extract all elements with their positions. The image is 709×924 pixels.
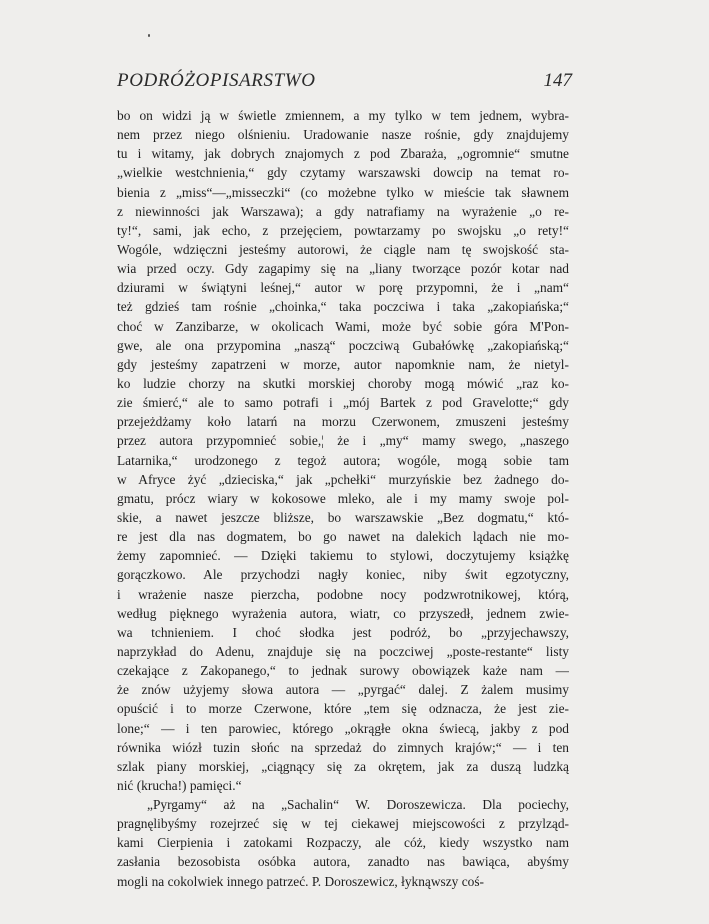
text-line: skie, a nawet jeszcze bliższe, bo warszawskie „Bez dogmatu,“ któ- bbox=[117, 509, 569, 525]
text-line: według pięknego wyrażenia autora, wiatr, co przyszedł, jednem zwie- bbox=[117, 605, 569, 621]
text-line: ko ludzie chorzy na skutki morskiej choroby mogą mówić „raz ko- bbox=[117, 375, 569, 391]
text-line: szlak piany morskiej, „ciągnący się za okrętem, jak za duszą ludzką bbox=[117, 758, 569, 774]
text-line: choć w Zanzibarze, w okolicach Wami, może być sobie góra M'Pon- bbox=[117, 318, 569, 334]
text-line: bo on widzi ją w świetle zmiennem, a my tylko w tem jednem, wybra- bbox=[117, 108, 569, 123]
text-line: wia przed oczy. Gdy zagapimy się na „liany tworzące pozór kotar nad bbox=[117, 261, 569, 277]
text-line: dziurami w świątyni leśnej,“ autor w porę przypomni, że i „nam“ bbox=[117, 280, 569, 296]
text-line: Wogóle, wdzięczni jesteśmy autorowi, że ciągle nam tę swojskość sta- bbox=[117, 241, 569, 257]
text-line: naprzykład do Adenu, znajduje się na poczciwej „poste-restante“ listy bbox=[117, 643, 569, 659]
text-line: Latarnika,“ urodzonego z tegoż autora; wogóle, mogą sobie tam bbox=[117, 452, 569, 468]
text-line: re jest dla nas dogmatem, bo go nawet na dalekich lądach nie mo- bbox=[117, 529, 569, 545]
text-line: „wielkie westchnienia,“ gdy czytamy warszawski dowcip na temat ro- bbox=[117, 165, 569, 181]
text-line: też gdzieś tam rośnie „choinka,“ taka poczciwa i taka „zakopiańska;“ bbox=[117, 299, 569, 315]
text-line: opuścić i to morze Czerwone, które „tem się odznacza, że jest zie- bbox=[117, 701, 569, 717]
text-line: z niewinności jak Warszawa); a gdy natrafiamy na wyrażenie „o re- bbox=[117, 203, 569, 219]
text-line: gwe, ale ona przypomina „naszą“ poczciwą Gubałówkę „zakopiańską;“ bbox=[117, 337, 569, 353]
text-line: zie śmierć,“ ale to samo potrafi i „mój Bartek z pod Gravelotte;“ gdy bbox=[117, 395, 569, 411]
text-line: w Afryce żyć „dzieciska,“ jak „pchełki“ murzyńskie bez żadnego do- bbox=[117, 471, 569, 487]
text-line: mogli na cokolwiek innego patrzeć. P. Doroszewicz, łyknąwszy coś- bbox=[117, 873, 485, 889]
text-line: gorączkowo. Ale przychodzi nagły koniec, niby świt egzotyczny, bbox=[117, 567, 569, 583]
text-line: czekające z Zakopanego,“ to jednak surowy obowiązek każe nam — bbox=[117, 663, 569, 679]
text-line: „Pyrgamy“ aż na „Sachalin“ W. Doroszewicza. Dla pociechy, bbox=[147, 797, 569, 813]
text-line: zasłania bezosobista osóbka autora, zanadto nas bawiąca, abyśmy bbox=[117, 854, 569, 870]
text-line: tu i witamy, jak dobrych znajomych z pod Zbaraża, „ogromnie“ smutne bbox=[117, 146, 569, 162]
running-title: PODRÓŻOPISARSTWO bbox=[117, 70, 316, 91]
text-line: równika wiózł tuzin słońc na sprzedaż do zimnych krajów;“ — i ten bbox=[117, 739, 569, 755]
text-line: ty!“, sami, jak echo, z przejęciem, powtarzamy po swojsku „o rety!“ bbox=[117, 222, 569, 238]
text-line: przejeżdżamy koło latarń na morzu Czerwonem, zmuszeni jesteśmy bbox=[117, 414, 569, 430]
text-line: nem przez niego olśnieniu. Uradowanie nasze rośnie, gdy znajdujemy bbox=[117, 127, 569, 143]
text-line: żemy zapomnieć. — Dzięki takiemu to stylowi, doczytujemy książkę bbox=[117, 548, 569, 564]
text-line: gdy jesteśmy zapatrzeni w morze, autor napomknie nam, że nietyl- bbox=[117, 356, 569, 372]
text-line: wa tchnieniem. I choć słodka jest podróż, bo „przyjechawszy, bbox=[117, 624, 569, 640]
running-header bbox=[117, 70, 572, 96]
text-line: gmatu, prócz wiary w kokosowe mleko, ale i my mamy swoje pol- bbox=[117, 490, 569, 506]
page-number: 147 bbox=[543, 70, 572, 91]
text-line: bienia z „miss“—„misseczki“ (co możebne tylko w mieście tak sławnem bbox=[117, 184, 569, 200]
body-text bbox=[117, 106, 569, 891]
print-speck bbox=[148, 34, 150, 37]
text-line: że znów użyjemy słowa autora — „pyrgać“ dalej. Z żalem musimy bbox=[117, 682, 569, 698]
text-line: i wrażenie nasze pierzcha, podobne nocy podzwrotnikowej, którą, bbox=[117, 586, 569, 602]
text-line: pragnęlibyśmy rozejrzeć się w tej ciekawej miejscowości z przylząd- bbox=[117, 816, 569, 832]
text-line: lone;“ — i ten parowiec, którego „okrągłe okna świecą, jakby z pod bbox=[117, 720, 569, 736]
text-line: kami Cierpienia i zatokami Rozpaczy, ale cóż, kiedy wszystko nam bbox=[117, 835, 569, 851]
text-line: przez autora przypomnieć sobie,¦ że i „my“ mamy swego, „naszego bbox=[117, 433, 569, 449]
text-line: nić (krucha!) pamięci.“ bbox=[117, 777, 242, 793]
